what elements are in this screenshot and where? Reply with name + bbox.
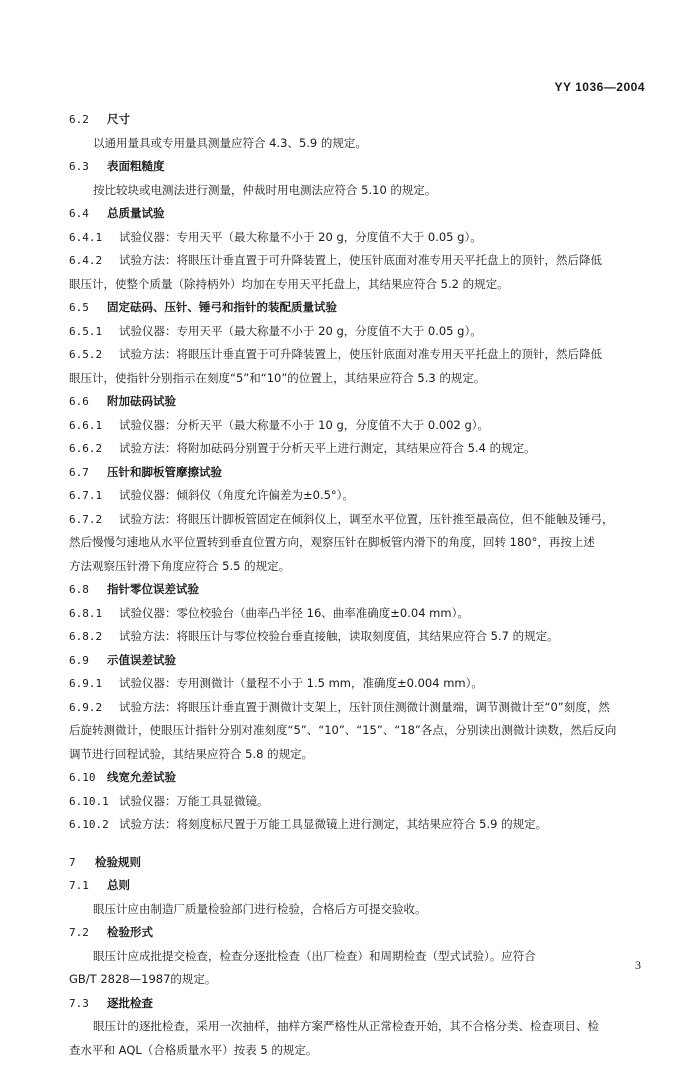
section-heading bbox=[69, 466, 649, 479]
section-title: 固定砝码、压针、锤弓和指针的装配质量试验 bbox=[107, 300, 337, 314]
subsection-line bbox=[69, 701, 649, 714]
section-number: 7.3 bbox=[69, 996, 89, 1010]
subsection-text: 试验仪器：分析天平（最大称量不小于 10 g，分度值不大于 0.002 g）。 bbox=[119, 417, 490, 432]
subsection-number: 6.10.2 bbox=[69, 818, 109, 831]
continuation-line bbox=[69, 536, 649, 549]
subsection-text: 试验方法：将附加砝码分别置于分析天平上进行测定，其结果应符合 5.4 的规定。 bbox=[119, 441, 536, 455]
section-heading bbox=[69, 997, 649, 1010]
subsection-number: 6.6.1 bbox=[69, 418, 103, 432]
subsection-number: 6.4.2 bbox=[69, 254, 103, 267]
subsection-line bbox=[69, 513, 649, 526]
subsection-line bbox=[69, 677, 649, 690]
paragraph-line bbox=[69, 950, 649, 963]
section-title: 压针和脚板管摩擦试验 bbox=[107, 464, 222, 479]
subsection-line bbox=[69, 630, 649, 643]
section-heading bbox=[69, 395, 649, 408]
section-number: 6.9 bbox=[69, 653, 89, 667]
paragraph-line bbox=[69, 137, 649, 150]
subsection-number: 6.10.1 bbox=[69, 794, 109, 808]
section-title: 总则 bbox=[107, 878, 130, 892]
subsection-text: 试验方法：将眼压计脚板管固定在倾斜仪上，调至水平位置，压针推至最高位，但不能触及锤弓， bbox=[119, 511, 614, 526]
paragraph-text: 按比较块或电测法进行测量，仲裁时用电测法应符合 5.10 的规定。 bbox=[93, 182, 437, 197]
continuation-line bbox=[69, 724, 649, 737]
section-number: 6.5 bbox=[69, 301, 89, 314]
subsection-text: 试验仪器：倾斜仪（角度允许偏差为±0.5°）。 bbox=[119, 488, 354, 502]
subsection-text: 试验仪器：专用测微计（量程不小于 1.5 mm，准确度±0.004 mm）。 bbox=[119, 676, 483, 690]
paragraph-line bbox=[69, 1020, 649, 1033]
subsection-line bbox=[69, 348, 649, 361]
continuation-text: 然后慢慢匀速地从水平位置转到垂直位置方向，观察压针在脚板管内滑下的角度，回转 180°，再按上述 bbox=[69, 535, 595, 549]
continuation-line bbox=[69, 973, 649, 986]
section-heading bbox=[69, 113, 649, 126]
subsection-text: 试验仪器：零位校验台（曲率凸半径 16、曲率准确度±0.04 mm）。 bbox=[119, 605, 469, 620]
document-body bbox=[69, 113, 649, 1067]
subsection-text: 试验方法：将刻度标尺置于万能工具显微镜上进行测定，其结果应符合 5.9 的规定。 bbox=[119, 817, 548, 831]
chapter-heading bbox=[69, 856, 649, 869]
continuation-line bbox=[69, 560, 649, 573]
section-gap bbox=[69, 842, 649, 856]
subsection-text: 试验方法：将眼压计垂直置于可升降装置上，使压针底面对准专用天平托盘上的顶针，然后降低 bbox=[119, 347, 602, 361]
subsection-text: 试验方法：将眼压计垂直置于可升降装置上，使压针底面对准专用天平托盘上的顶针，然后降低 bbox=[119, 253, 602, 267]
continuation-text: GB/T 2828—1987的规定。 bbox=[69, 972, 217, 986]
section-title: 尺寸 bbox=[107, 112, 130, 126]
paragraph-line bbox=[69, 184, 649, 197]
subsection-text: 试验仪器：专用天平（最大称量不小于 20 g，分度值不大于 0.05 g）。 bbox=[119, 229, 482, 244]
continuation-text: 查水平和 AQL（合格质量水平）按表 5 的规定。 bbox=[69, 1042, 318, 1057]
subsection-number: 6.7.1 bbox=[69, 489, 103, 502]
section-heading bbox=[69, 654, 649, 667]
section-number: 7 bbox=[69, 855, 76, 869]
subsection-line bbox=[69, 419, 649, 432]
subsection-line bbox=[69, 325, 649, 338]
section-number: 6.4 bbox=[69, 207, 89, 220]
section-number: 7.2 bbox=[69, 926, 89, 939]
subsection-line bbox=[69, 231, 649, 244]
section-title: 逐批检查 bbox=[107, 995, 153, 1010]
subsection-number: 6.6.2 bbox=[69, 442, 103, 455]
section-heading bbox=[69, 771, 649, 784]
section-number: 6.10 bbox=[69, 771, 96, 784]
section-heading bbox=[69, 301, 649, 314]
subsection-line bbox=[69, 818, 649, 831]
standard-number: YY 1036—2004 bbox=[554, 80, 645, 94]
paragraph-text: 眼压计的逐批检查，采用一次抽样，抽样方案严格性从正常检查开始，其不合格分类、检查项目、检 bbox=[93, 1019, 599, 1033]
section-number: 6.6 bbox=[69, 395, 89, 408]
subsection-line bbox=[69, 489, 649, 502]
continuation-text: 眼压计，使指针分别指示在刻度“5”和“10”的位置上，其结果应符合 5.3 的规定。 bbox=[69, 370, 486, 385]
continuation-line bbox=[69, 1044, 649, 1057]
subsection-number: 6.8.1 bbox=[69, 606, 103, 620]
page-number: 3 bbox=[635, 958, 641, 972]
continuation-text: 眼压计，使整个质量（除持柄外）均加在专用天平托盘上，其结果应符合 5.2 的规定。 bbox=[69, 276, 509, 291]
subsection-line bbox=[69, 607, 649, 620]
paragraph-text: 以通用量具或专用量具测量应符合 4.3、5.9 的规定。 bbox=[93, 135, 367, 150]
subsection-number: 6.4.1 bbox=[69, 230, 103, 244]
paragraph-text: 眼压计应成批提交检查，检查分逐批检查（出厂检查）和周期检查（型式试验）。应符合 bbox=[93, 948, 536, 963]
continuation-text: 调节进行回程试验，其结果应符合 5.8 的规定。 bbox=[69, 746, 314, 761]
section-heading bbox=[69, 160, 649, 173]
subsection-number: 6.5.1 bbox=[69, 324, 103, 338]
section-title: 总质量试验 bbox=[107, 206, 165, 220]
continuation-text: 后旋转测微计，使眼压计指针分别对准刻度“5”、“10”、“15”、“18”各点，分别读出测微计读数，然后反向 bbox=[69, 723, 617, 737]
section-title: 检验形式 bbox=[107, 925, 153, 939]
subsection-line bbox=[69, 254, 649, 267]
section-title: 检验规则 bbox=[95, 854, 141, 869]
continuation-line bbox=[69, 278, 649, 291]
subsection-number: 6.7.2 bbox=[69, 512, 103, 526]
subsection-text: 试验仪器：万能工具显微镜。 bbox=[119, 793, 269, 808]
section-number: 6.7 bbox=[69, 465, 89, 479]
subsection-text: 试验方法：将眼压计垂直置于测微计支架上，压针顶住测微计测量端，调节测微计至“0”刻度，然 bbox=[119, 699, 610, 714]
continuation-line bbox=[69, 372, 649, 385]
subsection-number: 6.5.2 bbox=[69, 348, 103, 361]
subsection-text: 试验方法：将眼压计与零位校验台垂直接触，读取刻度值，其结果应符合 5.7 的规定。 bbox=[119, 629, 559, 643]
subsection-number: 6.9.2 bbox=[69, 700, 103, 714]
subsection-text: 试验仪器：专用天平（最大称量不小于 20 g，分度值不大于 0.05 g）。 bbox=[119, 323, 482, 338]
section-title: 指针零位误差试验 bbox=[107, 582, 199, 596]
continuation-text: 方法观察压针滑下角度应符合 5.5 的规定。 bbox=[69, 558, 291, 573]
section-number: 6.2 bbox=[69, 113, 89, 126]
subsection-number: 6.8.2 bbox=[69, 630, 103, 643]
section-title: 示值误差试验 bbox=[107, 652, 176, 667]
subsection-line bbox=[69, 442, 649, 455]
subsection-number: 6.9.1 bbox=[69, 677, 103, 690]
continuation-line bbox=[69, 748, 649, 761]
section-number: 7.1 bbox=[69, 879, 89, 892]
section-heading bbox=[69, 879, 649, 892]
section-number: 6.8 bbox=[69, 583, 89, 596]
paragraph-line bbox=[69, 903, 649, 916]
section-title: 附加砝码试验 bbox=[107, 394, 176, 408]
paragraph-text: 眼压计应由制造厂质量检验部门进行检验，合格后方可提交验收。 bbox=[93, 901, 427, 916]
subsection-line bbox=[69, 795, 649, 808]
section-heading bbox=[69, 926, 649, 939]
section-title: 线宽允差试验 bbox=[107, 770, 176, 784]
section-title: 表面粗糙度 bbox=[107, 159, 165, 173]
section-heading bbox=[69, 207, 649, 220]
section-heading bbox=[69, 583, 649, 596]
section-number: 6.3 bbox=[69, 160, 89, 173]
